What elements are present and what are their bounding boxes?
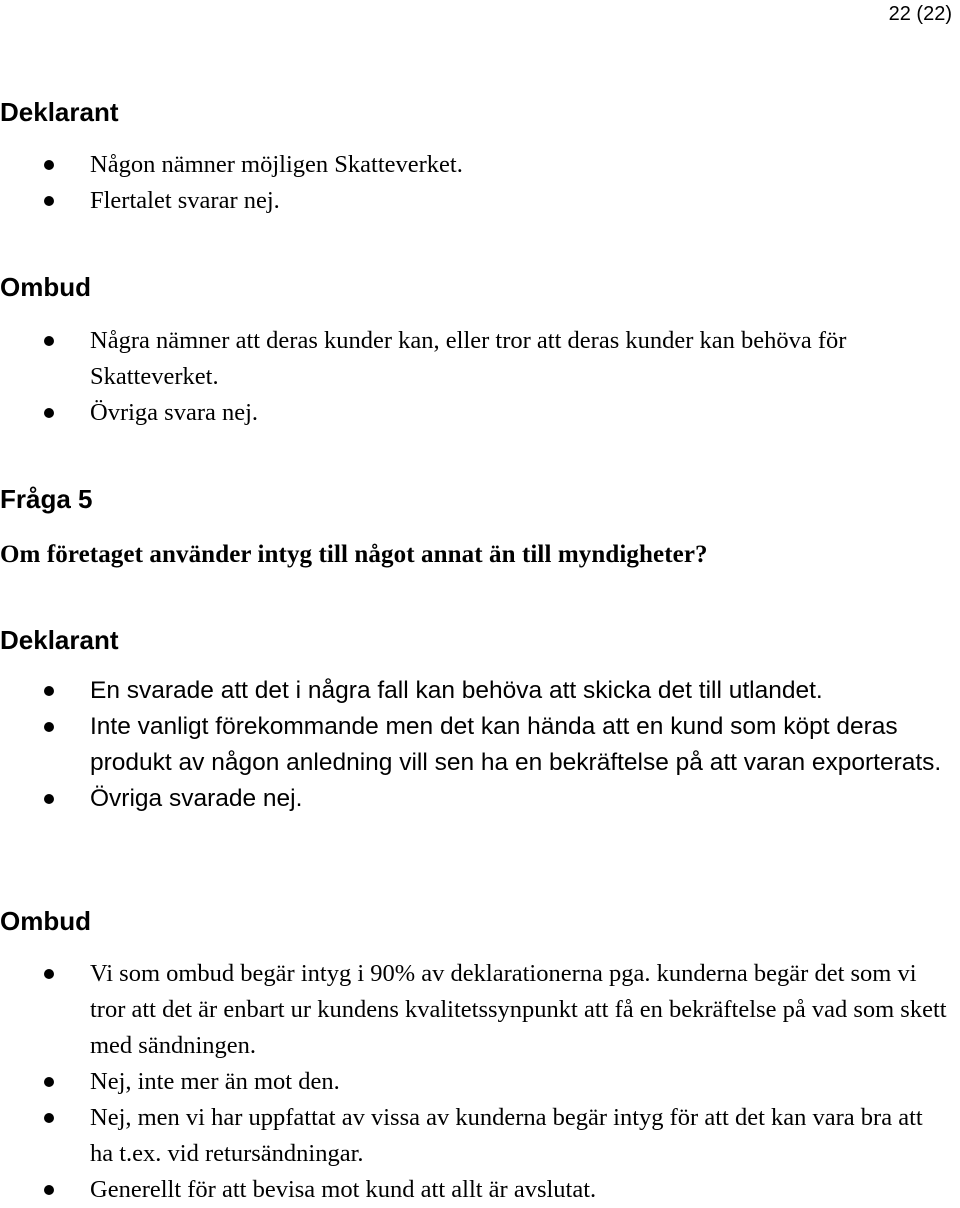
question-text: Om företaget använder intyg till något annat än till myndigheter? xyxy=(0,541,708,568)
section-heading-ombud-2: Ombud xyxy=(0,906,91,936)
bullet-icon xyxy=(44,160,54,170)
page-number: 22 (22) xyxy=(888,3,952,25)
bullet-icon xyxy=(44,1113,54,1123)
bullet-icon xyxy=(44,1185,54,1195)
bullet-icon xyxy=(44,722,54,732)
section-heading-deklarant-2: Deklarant xyxy=(0,625,119,655)
list-item: Någon nämner möjligen Skatteverket. xyxy=(0,147,950,183)
bullet-icon xyxy=(44,408,54,418)
list-item: Några nämner att deras kunder kan, eller tror att deras kunder kan behöva för Skatteverket. xyxy=(0,323,950,395)
bullet-list-deklarant-2 xyxy=(0,673,950,817)
list-item: Övriga svarade nej. xyxy=(0,781,950,817)
list-item: Nej, inte mer än mot den. xyxy=(0,1064,950,1100)
section-heading-ombud-1: Ombud xyxy=(0,272,91,302)
bullet-icon xyxy=(44,196,54,206)
bullet-icon xyxy=(44,1077,54,1087)
bullet-list-deklarant-1 xyxy=(0,147,950,219)
section-heading-deklarant-1: Deklarant xyxy=(0,97,119,127)
bullet-list-ombud-2 xyxy=(0,956,950,1208)
bullet-icon xyxy=(44,969,54,979)
bullet-list-ombud-1 xyxy=(0,323,950,431)
list-item: En svarade att det i några fall kan behöva att skicka det till utlandet. xyxy=(0,673,950,709)
list-item: Övriga svara nej. xyxy=(0,395,950,431)
bullet-icon xyxy=(44,336,54,346)
list-item: Vi som ombud begär intyg i 90% av deklarationerna pga. kunderna begär det som vi tror att det är enbart ur kundens kvalitetssynpunkt att få en bekräftelse på vad som skett med sändningen. xyxy=(0,956,950,1064)
list-item: Nej, men vi har uppfattat av vissa av kunderna begär intyg för att det kan vara bra att ha t.ex. vid retursändningar. xyxy=(0,1100,950,1172)
list-item: Inte vanligt förekommande men det kan hända att en kund som köpt deras produkt av någon anledning vill sen ha en bekräftelse på att varan exporterats. xyxy=(0,709,950,781)
section-heading-fraga-5: Fråga 5 xyxy=(0,484,93,514)
list-item: Flertalet svarar nej. xyxy=(0,183,950,219)
bullet-icon xyxy=(44,686,54,696)
bullet-icon xyxy=(44,794,54,804)
list-item: Generellt för att bevisa mot kund att allt är avslutat. xyxy=(0,1172,950,1208)
